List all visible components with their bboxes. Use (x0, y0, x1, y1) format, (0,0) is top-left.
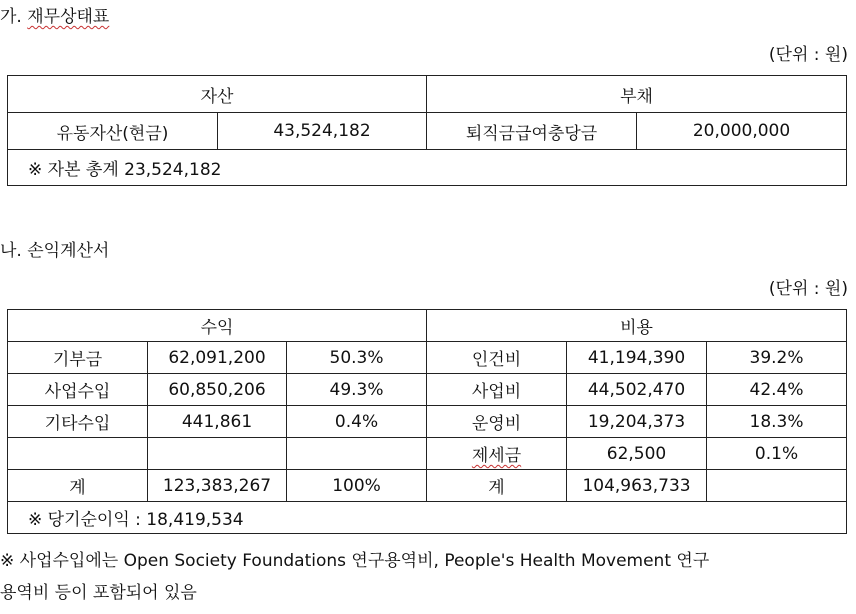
expense-percent: 18.3% (707, 406, 847, 438)
table-row (8, 438, 847, 470)
revenue-label (8, 438, 148, 470)
asset-label: 유동자산(현금) (8, 113, 218, 150)
balance-header-liabilities: 부채 (427, 76, 847, 113)
income-statement-table (7, 309, 847, 534)
table-row (8, 342, 847, 374)
revenue-percent: 0.4% (287, 406, 427, 438)
section-a-heading-prefix: 가. (0, 7, 28, 27)
expense-total-label: 계 (427, 470, 567, 502)
balance-sheet-table (7, 75, 847, 186)
revenue-percent: 50.3% (287, 342, 427, 374)
revenue-percent: 49.3% (287, 374, 427, 406)
expense-label: 사업비 (427, 374, 567, 406)
table-row-total (8, 470, 847, 502)
expense-percent: 42.4% (707, 374, 847, 406)
expense-label: 인건비 (427, 342, 567, 374)
table-row (8, 374, 847, 406)
expense-total-percent (707, 470, 847, 502)
expense-value: 62,500 (567, 438, 707, 470)
section-a-heading-title: 재무상태표 (27, 7, 110, 27)
expense-value: 44,502,470 (567, 374, 707, 406)
capital-total-note: ※ 자본 총계 23,524,182 (8, 150, 847, 186)
footnote-line-1: ※ 사업수입에는 Open Society Foundations 연구용역비, People's Health Movement 연구 (0, 551, 710, 571)
net-income-note: ※ 당기순이익 : 18,419,534 (8, 502, 847, 534)
asset-value: 43,524,182 (218, 113, 427, 150)
expense-label (427, 438, 567, 470)
revenue-label: 사업수입 (8, 374, 148, 406)
revenue-value (148, 438, 287, 470)
revenue-percent (287, 438, 427, 470)
revenue-total-value: 123,383,267 (148, 470, 287, 502)
expense-percent: 0.1% (707, 438, 847, 470)
expense-total-value: 104,963,733 (567, 470, 707, 502)
expense-label: 운영비 (427, 406, 567, 438)
liability-label: 퇴직금급여충당금 (427, 113, 637, 150)
liability-value: 20,000,000 (637, 113, 847, 150)
revenue-total-percent: 100% (287, 470, 427, 502)
expense-label-text: 제세금 (471, 446, 522, 466)
section-a-unit: (단위 : 원) (768, 45, 848, 65)
revenue-label: 기타수입 (8, 406, 148, 438)
footnote-line-2: 용역비 등이 포함되어 있음 (0, 583, 197, 603)
table-row (8, 406, 847, 438)
revenue-label: 기부금 (8, 342, 148, 374)
section-b-heading: 나. 손익계산서 (0, 241, 110, 261)
section-b-unit: (단위 : 원) (768, 279, 848, 299)
expense-percent: 39.2% (707, 342, 847, 374)
balance-header-assets: 자산 (8, 76, 427, 113)
revenue-value: 60,850,206 (148, 374, 287, 406)
expense-value: 19,204,373 (567, 406, 707, 438)
income-header-expenses: 비용 (427, 310, 847, 342)
revenue-value: 441,861 (148, 406, 287, 438)
expense-value: 41,194,390 (567, 342, 707, 374)
revenue-value: 62,091,200 (148, 342, 287, 374)
section-a-heading (0, 2, 109, 27)
income-header-revenue: 수익 (8, 310, 427, 342)
revenue-total-label: 계 (8, 470, 148, 502)
